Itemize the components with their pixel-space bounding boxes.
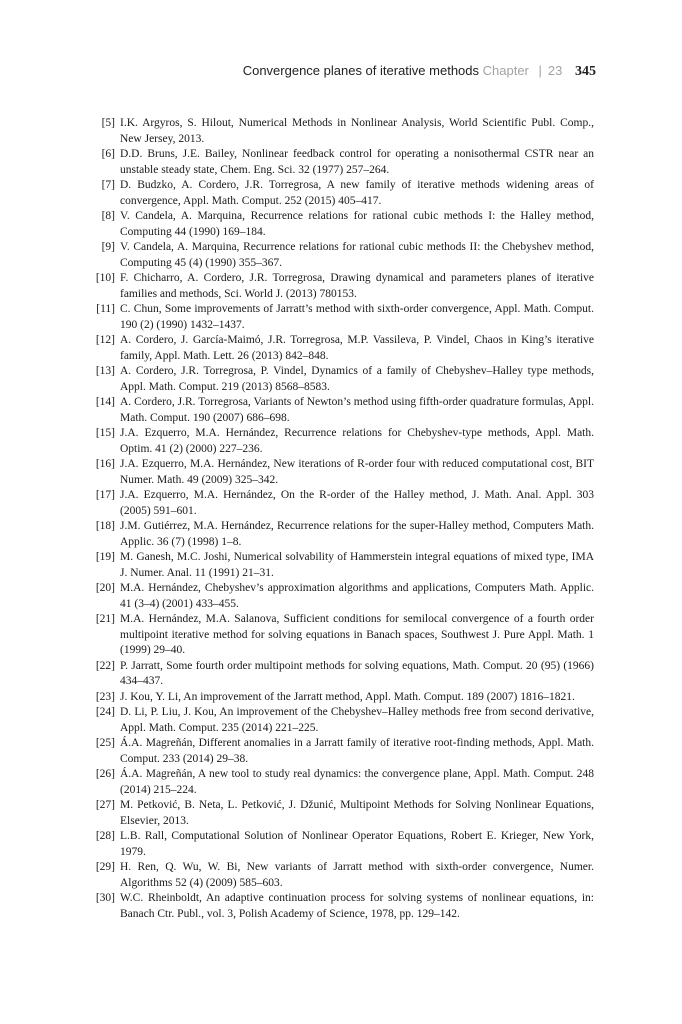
- reference-label: [25]: [95, 737, 115, 749]
- reference-label: [10]: [95, 272, 115, 284]
- running-head-title: Convergence planes of iterative methods: [242, 63, 480, 78]
- reference-item: [90, 240, 594, 271]
- reference-label: [5]: [101, 117, 115, 129]
- reference-item: [90, 891, 594, 922]
- reference-item: [90, 457, 594, 488]
- reference-item: [90, 116, 594, 147]
- reference-item: [90, 860, 594, 891]
- reference-text: I.K. Argyros, S. Hilout, Numerical Methods in Nonlinear Analysis, World Scientific Publ. Comp., New Jersey, 2013.: [120, 117, 594, 145]
- reference-text: V. Candela, A. Marquina, Recurrence relations for rational cubic methods II: the Chebyshev method, Computing 45 (4) (1990) 355–367.: [120, 241, 594, 269]
- reference-item: [90, 178, 594, 209]
- reference-label: [14]: [95, 396, 115, 408]
- reference-text: M. Ganesh, M.C. Joshi, Numerical solvability of Hammerstein integral equations of mixed type, IMA J. Numer. Anal. 11 (1991) 21–31.: [120, 551, 594, 579]
- reference-label: [8]: [101, 210, 115, 222]
- reference-label: [26]: [95, 768, 115, 780]
- reference-text: J.A. Ezquerro, M.A. Hernández, Recurrence relations for Chebyshev-type methods, Appl. Math. Optim. 41 (2) (2000) 227–236.: [120, 427, 594, 455]
- reference-item: [90, 302, 594, 333]
- reference-item: [90, 271, 594, 302]
- reference-text: H. Ren, Q. Wu, W. Bi, New variants of Jarratt method with sixth-order convergence, Numer. Algorithms 52 (4) (2009) 585–603.: [120, 861, 594, 889]
- reference-label: [20]: [95, 582, 115, 594]
- page-number: 345: [575, 64, 596, 79]
- chapter-label: Chapter: [482, 63, 529, 78]
- reference-item: [90, 147, 594, 178]
- reference-text: M.A. Hernández, M.A. Salanova, Sufficient conditions for semilocal convergence of a fourth order multipoint iterative method for solving equations in Banach spaces, Southwest J. Pure Appl. Math. 1 (1999) 29–40.: [120, 613, 594, 656]
- reference-label: [13]: [95, 365, 115, 377]
- reference-text: Á.A. Magreñán, A new tool to study real dynamics: the convergence plane, Appl. Math. Comput. 248 (2014) 215–224.: [120, 768, 594, 796]
- reference-text: J.M. Gutiérrez, M.A. Hernández, Recurrence relations for the super-Halley method, Computers Math. Applic. 36 (7) (1998) 1–8.: [120, 520, 594, 548]
- reference-item: [90, 690, 594, 706]
- chapter-number: 23: [547, 63, 563, 78]
- reference-text: W.C. Rheinboldt, An adaptive continuation process for solving systems of nonlinear equations, in: Banach Ctr. Publ., vol. 3, Polish Academy of Science, 1978, pp. 129–142.: [120, 892, 594, 920]
- reference-item: [90, 550, 594, 581]
- reference-text: D. Li, P. Liu, J. Kou, An improvement of the Chebyshev–Halley methods free from second derivative, Appl. Math. Comput. 235 (2014) 221–225.: [120, 706, 594, 734]
- reference-label: [29]: [95, 861, 115, 873]
- reference-item: [90, 705, 594, 736]
- reference-text: A. Cordero, J.R. Torregrosa, P. Vindel, Dynamics of a family of Chebyshev–Halley type methods, Appl. Math. Comput. 219 (2013) 8568–8583.: [120, 365, 594, 393]
- reference-text: D. Budzko, A. Cordero, J.R. Torregrosa, A new family of iterative methods widening areas of convergence, Appl. Math. Comput. 252 (2015) 405–417.: [120, 179, 594, 207]
- reference-text: M. Petković, B. Neta, L. Petković, J. Džunić, Multipoint Methods for Solving Nonlinear Equations, Elsevier, 2013.: [120, 799, 594, 827]
- reference-label: [12]: [95, 334, 115, 346]
- reference-item: [90, 209, 594, 240]
- reference-text: J.A. Ezquerro, M.A. Hernández, On the R-order of the Halley method, J. Math. Anal. Appl. 303 (2005) 591–601.: [120, 489, 594, 517]
- reference-label: [21]: [95, 613, 115, 625]
- reference-text: C. Chun, Some improvements of Jarratt’s method with sixth-order convergence, Appl. Math. Comput. 190 (2) (1990) 1432–1437.: [120, 303, 594, 331]
- reference-item: [90, 488, 594, 519]
- reference-label: [11]: [96, 303, 115, 315]
- reference-list: [90, 116, 594, 922]
- reference-label: [17]: [95, 489, 115, 501]
- reference-item: [90, 829, 594, 860]
- reference-label: [23]: [95, 690, 115, 703]
- reference-label: [16]: [95, 458, 115, 470]
- running-head: [243, 63, 596, 80]
- reference-item: [90, 612, 594, 659]
- reference-text: A. Cordero, J.R. Torregrosa, Variants of Newton’s method using fifth-order quadrature formulas, Appl. Math. Comput. 190 (2007) 686–698.: [120, 396, 594, 424]
- reference-label: [27]: [95, 799, 115, 811]
- reference-item: [90, 767, 594, 798]
- reference-text: J. Kou, Y. Li, An improvement of the Jarratt method, Appl. Math. Comput. 189 (2007) 1816–1821.: [120, 690, 575, 703]
- reference-item: [90, 659, 594, 690]
- reference-text: M.A. Hernández, Chebyshev’s approximation algorithms and applications, Computers Math. Applic. 41 (3–4) (2001) 433–455.: [120, 582, 594, 610]
- reference-label: [9]: [101, 241, 115, 253]
- reference-label: [30]: [95, 892, 115, 904]
- reference-item: [90, 519, 594, 550]
- reference-label: [22]: [95, 659, 115, 672]
- reference-item: [90, 364, 594, 395]
- reference-item: [90, 581, 594, 612]
- reference-text: L.B. Rall, Computational Solution of Nonlinear Operator Equations, Robert E. Krieger, New York, 1979.: [120, 830, 594, 858]
- reference-item: [90, 395, 594, 426]
- reference-item: [90, 798, 594, 829]
- reference-text: A. Cordero, J. García-Maimó, J.R. Torregrosa, M.P. Vassileva, P. Vindel, Chaos in King’s iterative family, Appl. Math. Lett. 26 (2013) 842–848.: [120, 334, 594, 362]
- reference-text: J.A. Ezquerro, M.A. Hernández, New iterations of R-order four with reduced computational cost, BIT Numer. Math. 49 (2009) 325–342.: [120, 458, 594, 486]
- reference-item: [90, 333, 594, 364]
- reference-item: [90, 736, 594, 767]
- reference-label: [15]: [95, 427, 115, 439]
- reference-text: D.D. Bruns, J.E. Bailey, Nonlinear feedback control for operating a nonisothermal CSTR near an unstable steady state, Chem. Eng. Sci. 32 (1977) 257–264.: [120, 148, 594, 176]
- reference-label: [19]: [95, 551, 115, 563]
- reference-text: Á.A. Magreñán, Different anomalies in a Jarratt family of iterative root-finding methods, Appl. Math. Comput. 233 (2014) 29–38.: [120, 737, 594, 765]
- reference-label: [24]: [95, 706, 115, 718]
- reference-label: [18]: [95, 520, 115, 532]
- header-separator: |: [538, 63, 542, 78]
- reference-text: V. Candela, A. Marquina, Recurrence relations for rational cubic methods I: the Halley method, Computing 44 (1990) 169–184.: [120, 210, 594, 238]
- reference-text: P. Jarratt, Some fourth order multipoint methods for solving equations, Math. Comput. 20 (95) (1966) 434–437.: [120, 659, 594, 687]
- reference-label: [28]: [95, 830, 115, 842]
- reference-label: [7]: [101, 179, 115, 191]
- reference-item: [90, 426, 594, 457]
- reference-label: [6]: [101, 148, 115, 160]
- reference-text: F. Chicharro, A. Cordero, J.R. Torregrosa, Drawing dynamical and parameters planes of iterative families and methods, Sci. World J. (2013) 780153.: [120, 272, 594, 300]
